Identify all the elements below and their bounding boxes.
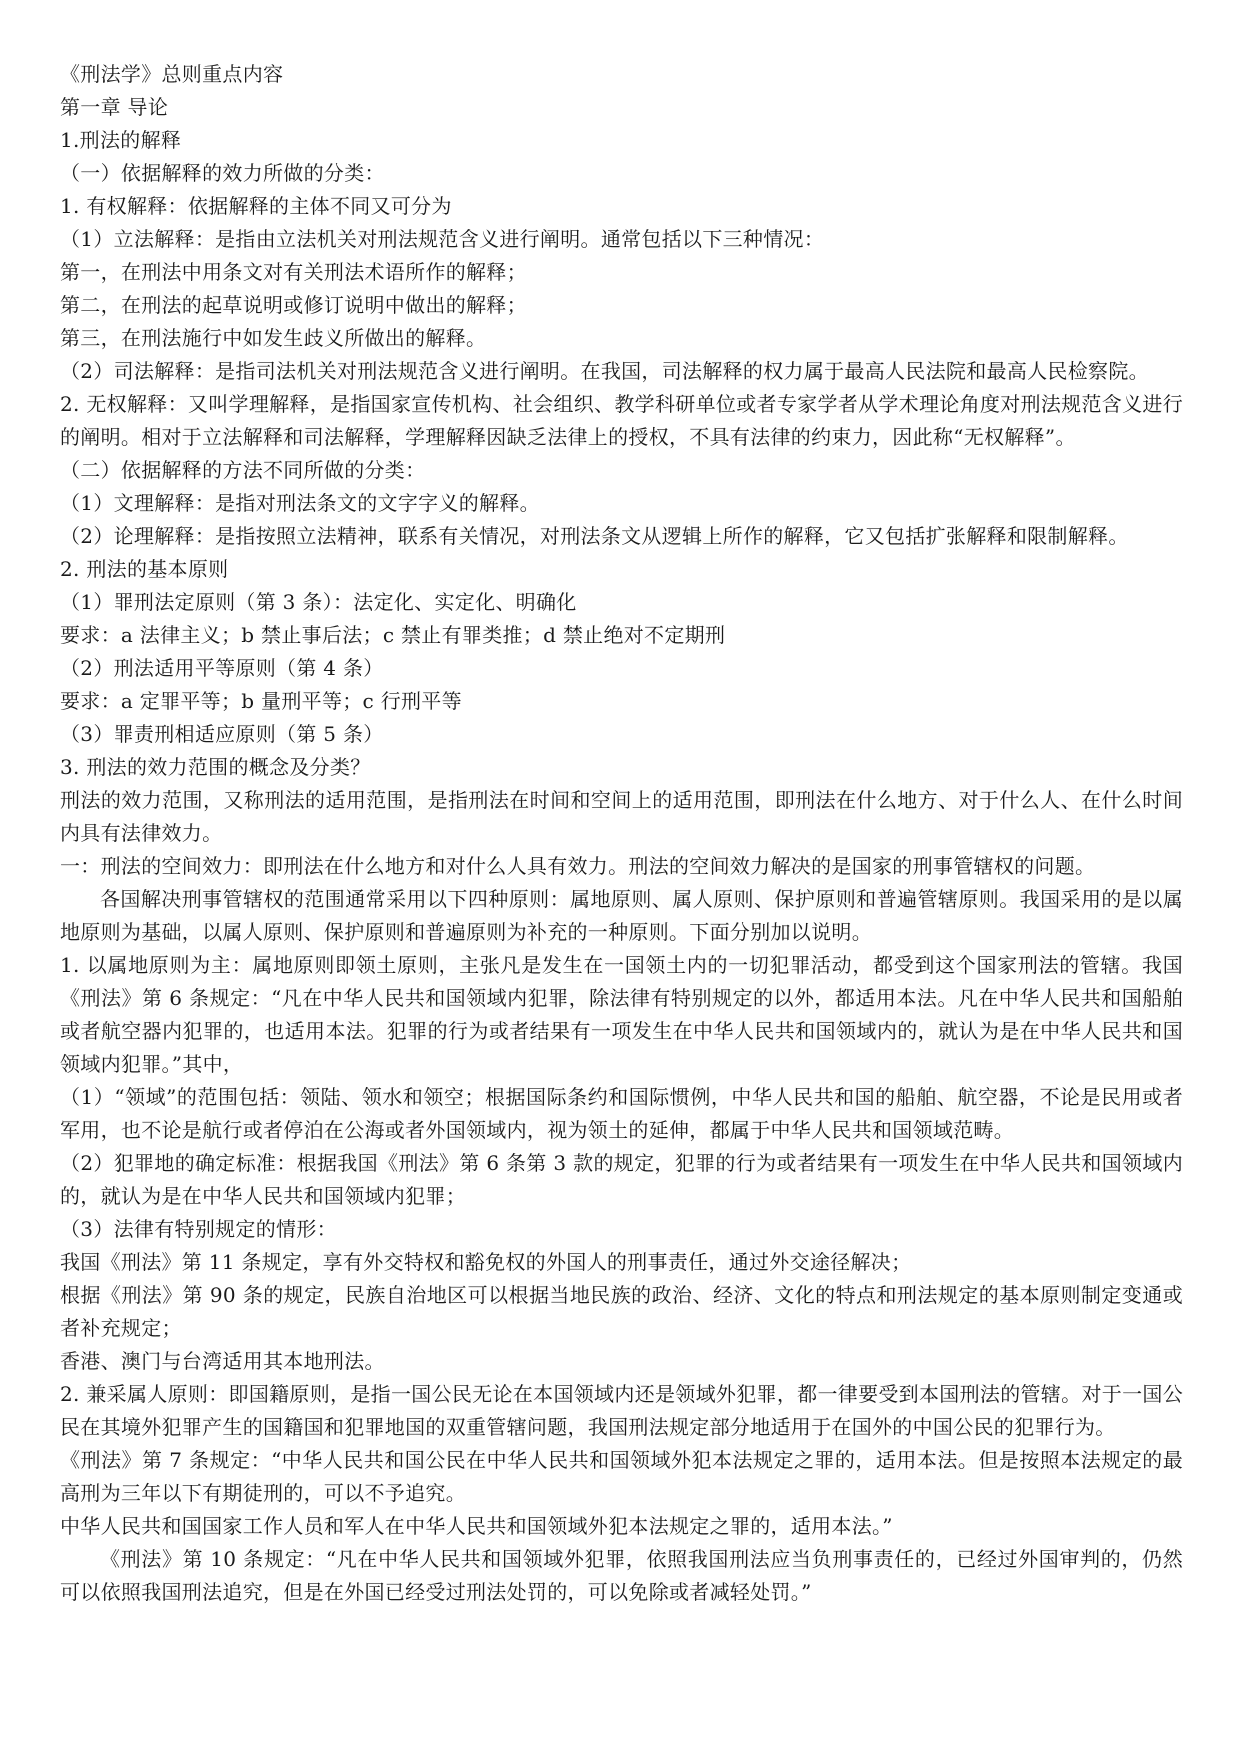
paragraph: （3）罪责刑相适应原则（第 5 条） [60, 722, 384, 746]
paragraph: （2）犯罪地的确定标准：根据我国《刑法》第 6 条第 3 款的规定，犯罪的行为或者结果有一项发生在中华人民共和国领域内的，就认为是在中华人民共和国领域内犯罪； [60, 1151, 1183, 1208]
paragraph: 中华人民共和国国家工作人员和军人在中华人民共和国领域外犯本法规定之罪的，适用本法。” [60, 1514, 893, 1538]
paragraph: （1）立法解释：是指由立法机关对刑法规范含义进行阐明。通常包括以下三种情况： [60, 227, 825, 251]
paragraph: 2. 兼采属人原则：即国籍原则，是指一国公民无论在本国领域内还是领域外犯罪，都一律要受到本国刑法的管辖。对于一国公民在其境外犯罪产生的国籍国和犯罪地国的双重管辖问题，我国刑法规定部分地适用于在国外的中国公民的犯罪行为。 [60, 1382, 1183, 1439]
paragraph: 1. 有权解释：依据解释的主体不同又可分为 [60, 194, 452, 218]
paragraph: 香港、澳门与台湾适用其本地刑法。 [60, 1349, 385, 1373]
paragraph: （2）司法解释：是指司法机关对刑法规范含义进行阐明。在我国，司法解释的权力属于最高人民法院和最高人民检察院。 [60, 359, 1149, 383]
paragraph: 一：刑法的空间效力：即刑法在什么地方和对什么人具有效力。刑法的空间效力解决的是国家的刑事管辖权的问题。 [60, 854, 1096, 878]
paragraph: （2）论理解释：是指按照立法精神，联系有关情况，对刑法条文从逻辑上所作的解释，它又包括扩张解释和限制解释。 [60, 524, 1129, 548]
paragraph: 根据《刑法》第 90 条的规定，民族自治地区可以根据当地民族的政治、经济、文化的特点和刑法规定的基本原则制定变通或者补充规定； [60, 1283, 1183, 1340]
paragraph: 第三，在刑法施行中如发生歧义所做出的解释。 [60, 326, 487, 350]
paragraph: （2）刑法适用平等原则（第 4 条） [60, 656, 384, 680]
paragraph: 2. 无权解释：又叫学理解释，是指国家宣传机构、社会组织、教学科研单位或者专家学者从学术理论角度对刑法规范含义进行的阐明。相对于立法解释和司法解释，学理解释因缺乏法律上的授权，不具有法律的约束力，因此称“无权解释”。 [60, 392, 1183, 449]
paragraph: 2. 刑法的基本原则 [60, 557, 229, 581]
document-title: 《刑法学》总则重点内容 [60, 62, 284, 86]
paragraph: 第一章 导论 [60, 95, 169, 119]
paragraph: 1.刑法的解释 [60, 128, 182, 152]
paragraph: 各国解决刑事管辖权的范围通常采用以下四种原则：属地原则、属人原则、保护原则和普遍管辖原则。我国采用的是以属地原则为基础，以属人原则、保护原则和普遍原则为补充的一种原则。下面分别加以说明。 [60, 887, 1183, 944]
paragraph: 我国《刑法》第 11 条规定，享有外交特权和豁免权的外国人的刑事责任，通过外交途径解决； [60, 1250, 912, 1274]
document-page [60, 58, 1183, 1609]
paragraph: （1）“领域”的范围包括：领陆、领水和领空；根据国际条约和国际惯例，中华人民共和国的船舶、航空器，不论是民用或者军用，也不论是航行或者停泊在公海或者外国领域内，视为领土的延伸，都属于中华人民共和国领域范畴。 [60, 1085, 1183, 1142]
paragraph: 刑法的效力范围，又称刑法的适用范围，是指刑法在时间和空间上的适用范围，即刑法在什么地方、对于什么人、在什么时间内具有法律效力。 [60, 788, 1183, 845]
paragraph: （1）文理解释：是指对刑法条文的文字字义的解释。 [60, 491, 540, 515]
paragraph: （3）法律有特别规定的情形： [60, 1217, 337, 1241]
paragraph: 要求：a 法律主义；b 禁止事后法；c 禁止有罪类推；d 禁止绝对不定期刑 [60, 623, 726, 647]
paragraph: 要求：a 定罪平等；b 量刑平等；c 行刑平等 [60, 689, 462, 713]
paragraph: 1. 以属地原则为主：属地原则即领土原则，主张凡是发生在一国领土内的一切犯罪活动，都受到这个国家刑法的管辖。我国《刑法》第 6 条规定：“凡在中华人民共和国领域内犯罪，除法律有特别规定的以外，都适用本法。凡在中华人民共和国船舶或者航空器内犯罪的，也适用本法。犯罪的行为或者结果有一项发生在中华人民共和国领域内的，就认为是在中华人民共和国领域内犯罪。”其中， [60, 953, 1183, 1076]
paragraph: 第二，在刑法的起草说明或修订说明中做出的解释； [60, 293, 527, 317]
paragraph: 第一，在刑法中用条文对有关刑法术语所作的解释； [60, 260, 527, 284]
paragraph: 《刑法》第 10 条规定：“凡在中华人民共和国领域外犯罪，依照我国刑法应当负刑事责任的，已经过外国审判的，仍然可以依照我国刑法追究，但是在外国已经受过刑法处罚的，可以免除或者减轻处罚。” [60, 1547, 1183, 1604]
paragraph: 《刑法》第 7 条规定：“中华人民共和国公民在中华人民共和国领域外犯本法规定之罪的，适用本法。但是按照本法规定的最高刑为三年以下有期徒刑的，可以不予追究。 [60, 1448, 1183, 1505]
paragraph: （二）依据解释的方法不同所做的分类： [60, 458, 426, 482]
paragraph: （1）罪刑法定原则（第 3 条）：法定化、实定化、明确化 [60, 590, 577, 614]
paragraph: （一）依据解释的效力所做的分类： [60, 161, 385, 185]
paragraph: 3. 刑法的效力范围的概念及分类？ [60, 755, 371, 779]
